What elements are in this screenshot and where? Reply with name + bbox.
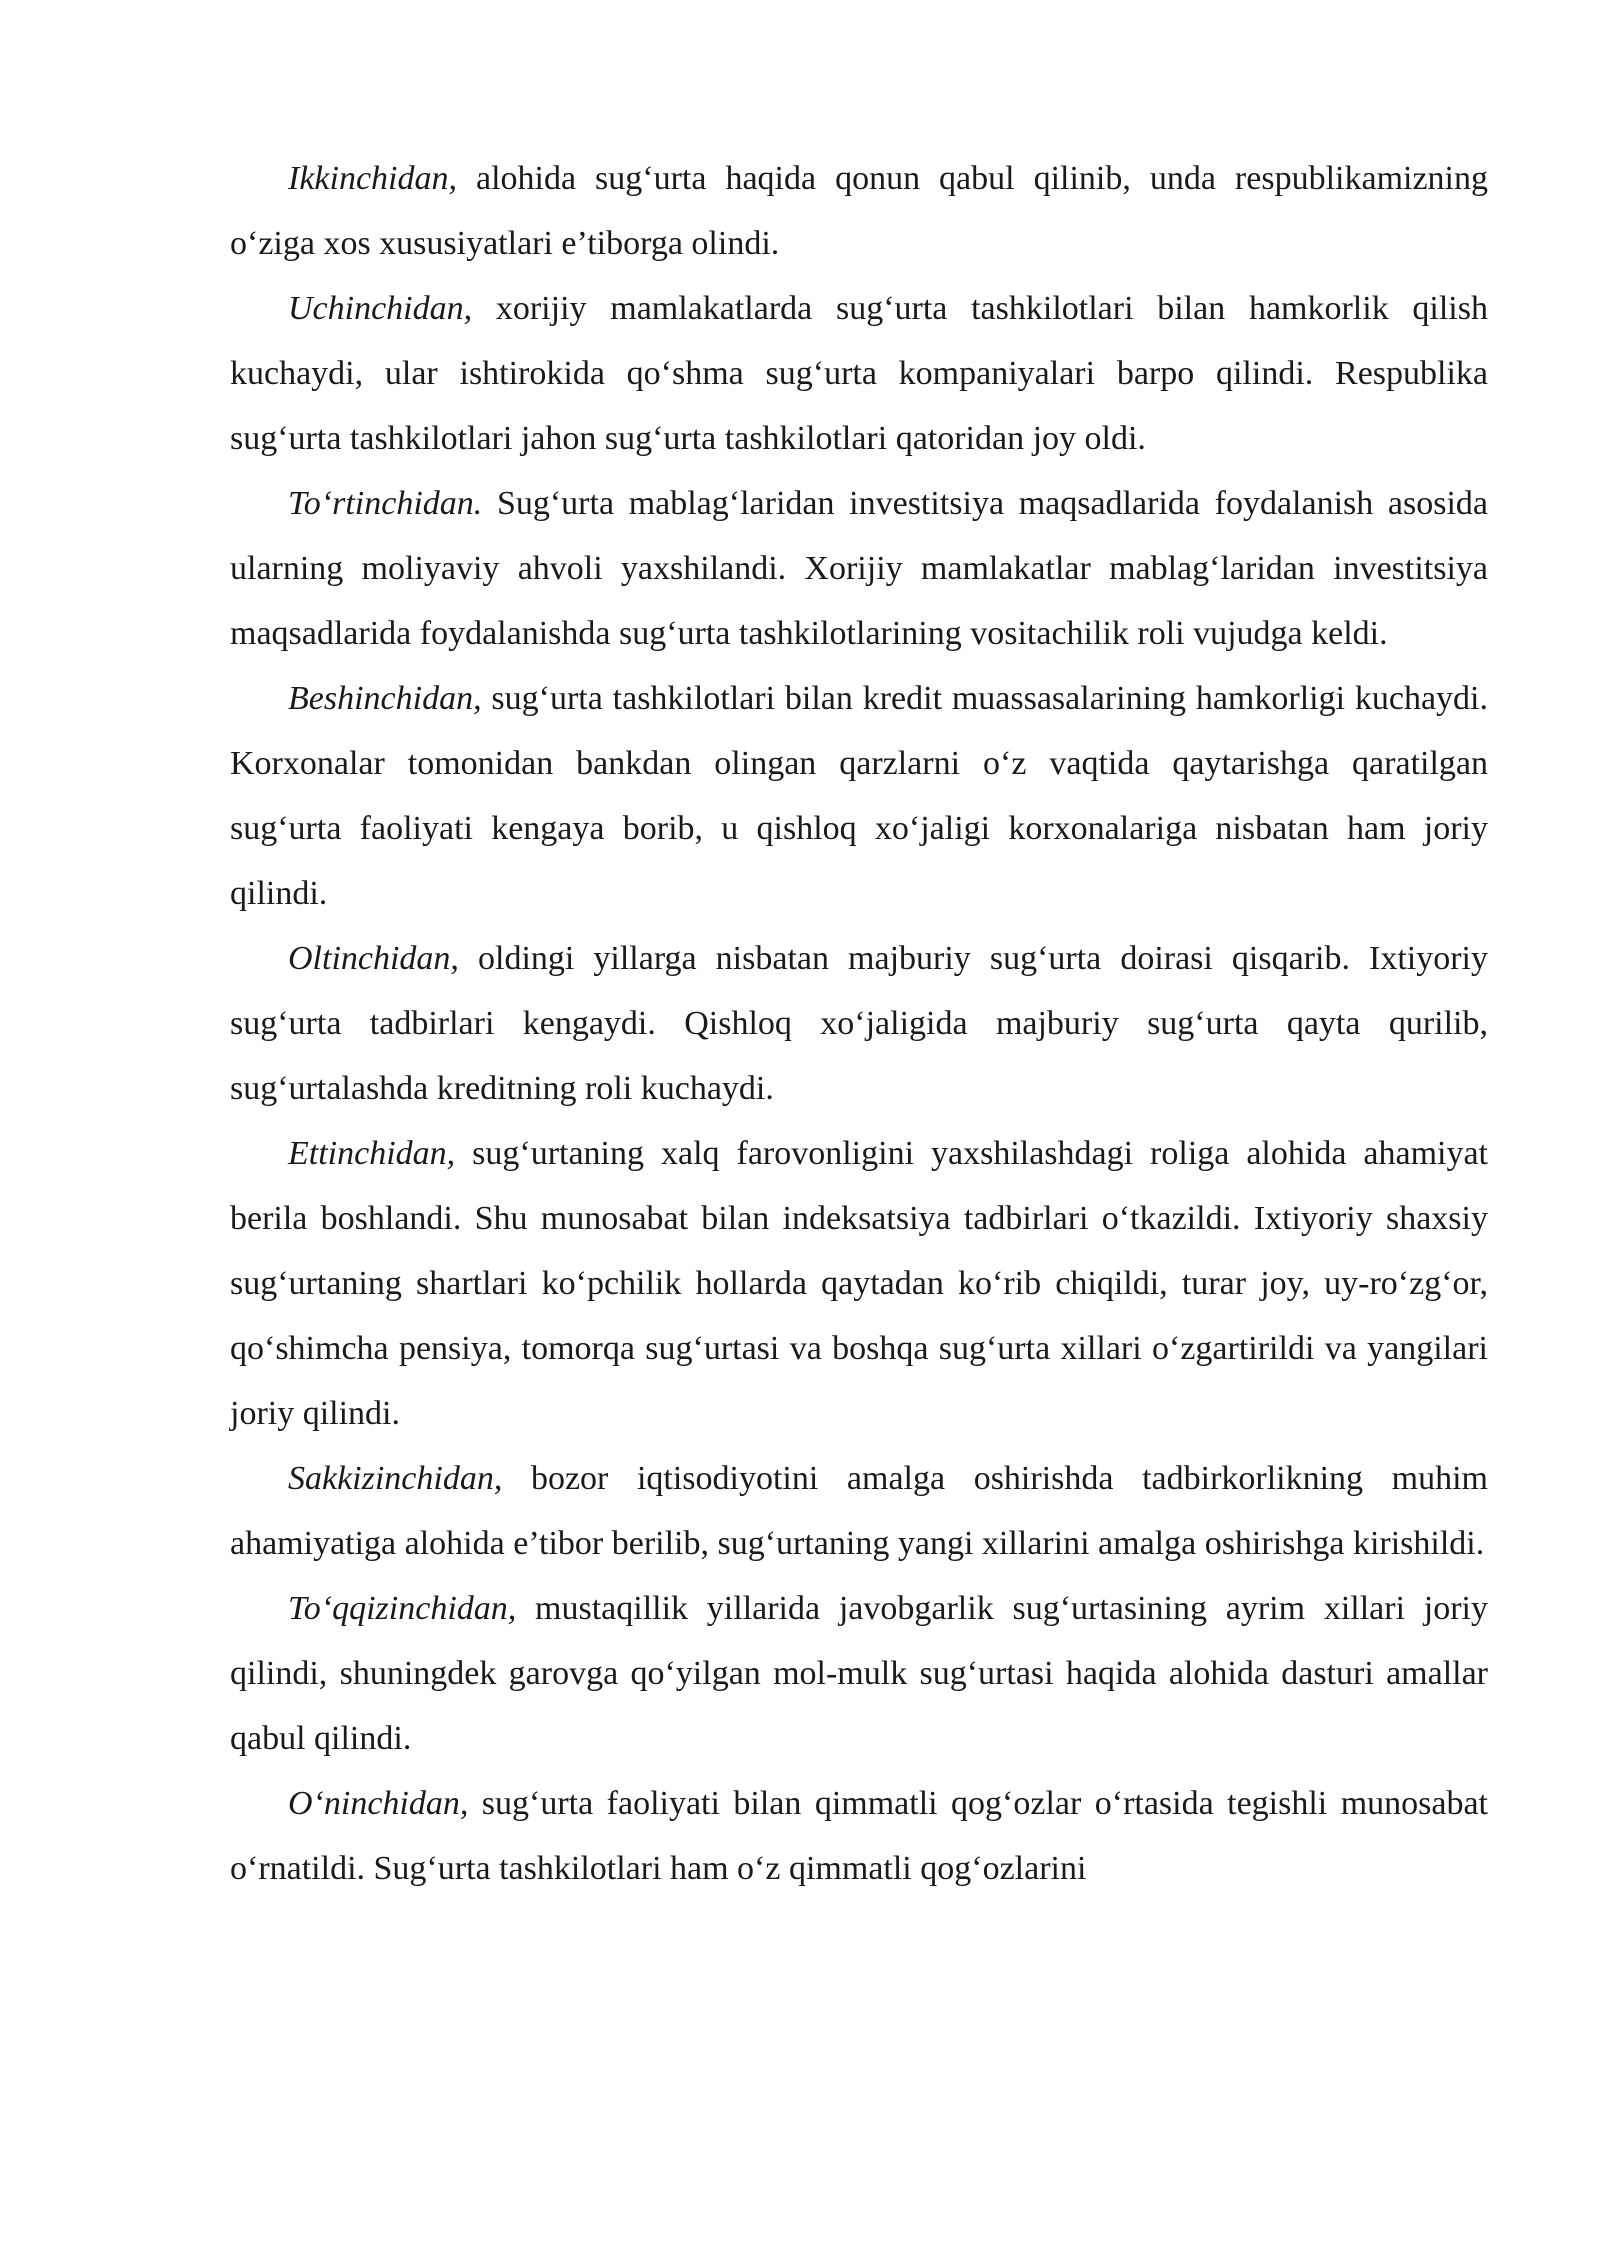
paragraph-toqqizinchidan — [230, 1576, 1488, 1771]
paragraph-lead: To‘qqizinchidan, — [288, 1590, 517, 1627]
paragraph-lead: Ettinchidan, — [288, 1135, 456, 1172]
paragraph-lead: Uchinchidan, — [288, 290, 473, 327]
paragraph-text: Sug‘urta mablag‘laridan investitsiya maqsadlarida foydalanish asosida ularning moliyaviy ahvoli yaxshilandi. Xorijiy mamlakatlar mablag‘laridan investitsiya maqsadlarida foydalanishda sug‘urta tashkilotlarining vositachilik roli vujudga keldi. — [230, 485, 1488, 652]
paragraph-tortinchidan — [230, 471, 1488, 666]
paragraph-beshinchidan — [230, 666, 1488, 926]
paragraph-text: oldingi yillarga nisbatan majburiy sug‘urta doirasi qisqarib. Ixtiyoriy sug‘urta tadbirlari kengaydi. Qishloq xo‘jaligida majburiy sug‘urta qayta qurilib, sug‘urtalashda kreditning roli kuchaydi. — [230, 940, 1488, 1107]
paragraph-ikkinchidan — [230, 146, 1488, 276]
paragraph-text: alohida sug‘urta haqida qonun qabul qilinib, unda respublikamizning o‘ziga xos xususiyatlari e’tiborga olindi. — [230, 160, 1488, 262]
paragraph-text: xorijiy mamlakatlarda sug‘urta tashkilotlari bilan hamkorlik qilish kuchaydi, ular ishtirokida qo‘shma sug‘urta kompaniyalari barpo qilindi. Respublika sug‘urta tashkilotlari jahon sug‘urta tashkilotlari qatoridan joy oldi. — [230, 290, 1488, 457]
paragraph-lead: Beshinchidan, — [288, 680, 482, 717]
paragraph-text: sug‘urtaning xalq farovonligini yaxshilashdagi roliga alohida ahamiyat berila boshlandi. Shu munosabat bilan indeksatsiya tadbirlari o‘tkazildi. Ixtiyoriy shaxsiy sug‘urtaning shartlari ko‘pchilik hollarda qaytadan ko‘rib chiqildi, turar joy, uy-ro‘zg‘or, qo‘shimcha pensiya, tomorqa sug‘urtasi va boshqa sug‘urta xillari o‘zgartirildi va yangilari joriy qilindi. — [230, 1135, 1488, 1432]
paragraph-text: mustaqillik yillarida javobgarlik sug‘urtasining ayrim xillari joriy qilindi, shuningdek garovga qo‘yilgan mol-mulk sug‘urtasi haqida alohida dasturi amallar qabul qilindi. — [230, 1590, 1488, 1757]
paragraph-text: sug‘urta faoliyati bilan qimmatli qog‘ozlar o‘rtasida tegishli munosabat o‘rnatildi. Sug‘urta tashkilotlari ham o‘z qimmatli qog‘ozlarini — [230, 1785, 1488, 1887]
paragraph-lead: Sakkizinchidan, — [288, 1460, 503, 1497]
paragraph-uchinchidan — [230, 276, 1488, 471]
paragraph-lead: Oltinchidan, — [288, 940, 459, 977]
document-page — [230, 146, 1488, 1901]
paragraph-text: sug‘urta tashkilotlari bilan kredit muassasalarining hamkorligi kuchaydi. Korxonalar tomonidan bankdan olingan qarzlarni o‘z vaqtida qaytarishga qaratilgan sug‘urta faoliyati kengaya borib, u qishloq xo‘jaligi korxonalariga nisbatan ham joriy qilindi. — [230, 680, 1488, 912]
paragraph-ettinchidan — [230, 1121, 1488, 1446]
paragraph-text: bozor iqtisodiyotini amalga oshirishda tadbirkorlikning muhim ahamiyatiga alohida e’tibor berilib, sug‘urtaning yangi xillarini amalga oshirishga kirishildi. — [230, 1460, 1488, 1562]
paragraph-oltinchidan — [230, 926, 1488, 1121]
paragraph-sakkizinchidan — [230, 1446, 1488, 1576]
paragraph-oninchidan — [230, 1771, 1488, 1901]
paragraph-lead: To‘rtinchidan. — [288, 485, 483, 522]
paragraph-lead: O‘ninchidan, — [288, 1785, 469, 1822]
paragraph-lead: Ikkinchidan, — [288, 160, 457, 197]
